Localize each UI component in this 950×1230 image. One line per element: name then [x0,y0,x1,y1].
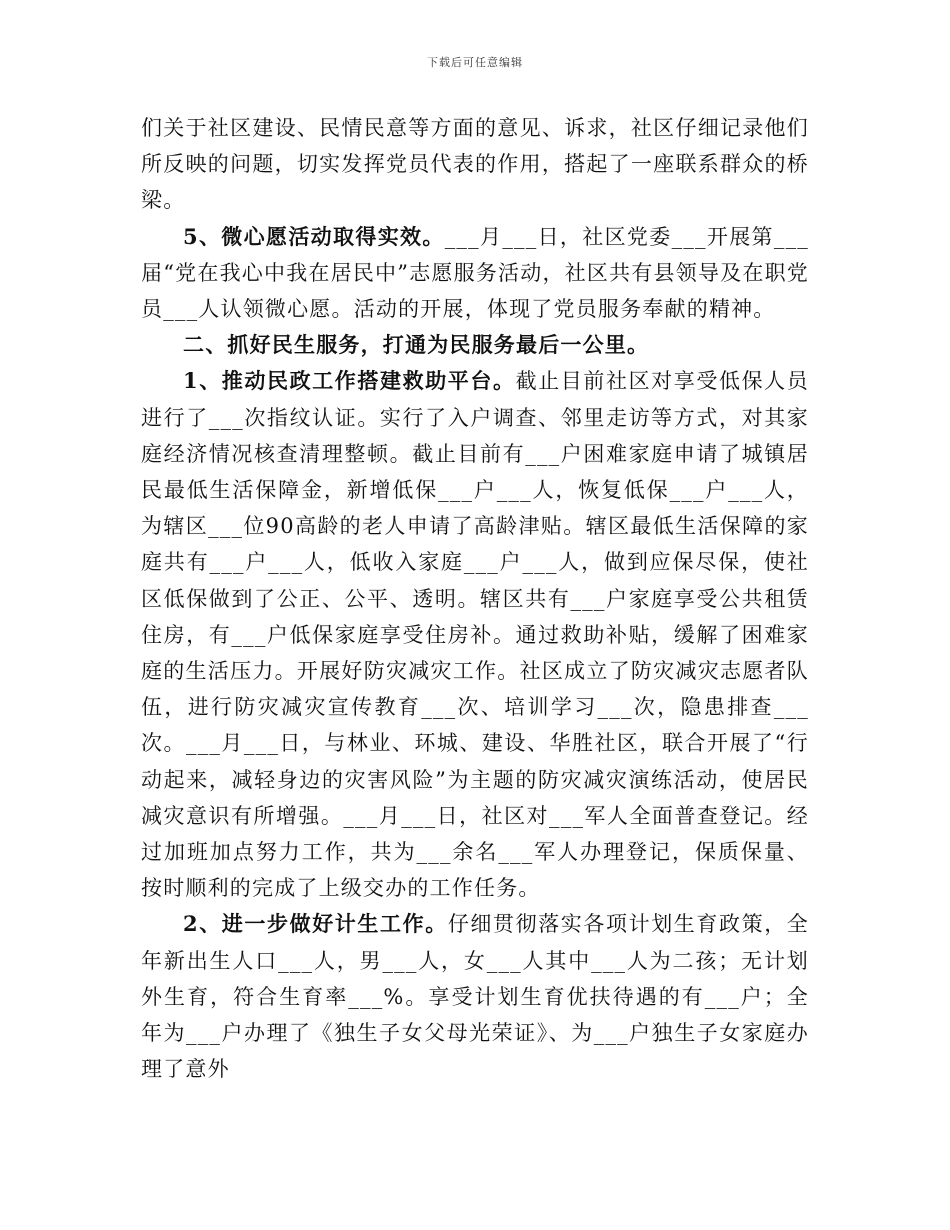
paragraph-text: 截止目前社区对享受低保人员进行了___次指纹认证。实行了入户调查、邻里走访等方式，对其家庭经济情况核查清理整顿。截止目前有___户困难家庭申请了城镇居民最低生活保障金，新增低保___户___人，恢复低保___户___人，为辖区___位90高龄的老人申请了高龄津贴。辖区最低生活保障的家庭共有___户___人，低收入家庭___户___人，做到应保尽保，使社区低保做到了公正、公平、透明。辖区共有___户家庭享受公共租赁住房，有___户低保家庭享受住房补。通过救助补贴，缓解了困难家庭的生活压力。开展好防灾减灾工作。社区成立了防灾减灾志愿者队伍，进行防灾减灾宣传教育___次、培训学习___次，隐患排查___次。___月___日，与林业、环城、建设、华胜社区，联合开展了“行动起来，减轻身边的灾害风险”为主题的防灾减灾演练活动，使居民减灾意识有所增强。___月___日，社区对___军人全面普查登记。经过加班加点努力工作，共为___余名___军人办理登记，保质保量、按时顺利的完成了上级交办的工作任务。 [141,369,809,901]
paragraph-continuation [141,110,809,219]
paragraph-civil-affairs [141,363,809,906]
paragraph-text: 们关于社区建设、民情民意等方面的意见、诉求，社区仔细记录他们所反映的问题，切实发挥党员代表的作用，搭起了一座联系群众的桥梁。 [141,116,809,213]
page-header: 下载后可任意编辑 [427,56,523,69]
section-heading-livelihood [141,327,809,363]
paragraph-heading: 5、微心愿活动取得实效。 [183,223,445,249]
paragraph-text: ___月___日，社区党委___开展第___届“党在我心中我在居民中”志愿服务活动，社区共有县领导及在职党员___人认领微心愿。活动的开展，体现了党员服务奉献的精神。 [141,224,809,322]
paragraph-text: 仔细贯彻落实各项计划生育政策，全年新出生人口___人，男___人，女___人其中___人为二孩；无计划外生育，符合生育率___%。享受计划生育优扶待遇的有___户；全年为___户办理了《独生子女父母光荣证》、为___户独生子女家庭办理了意外 [141,912,810,1082]
paragraph-family-planning [141,906,809,1087]
document-body [141,110,809,1087]
section-heading: 二、抓好民生服务，打通为民服务最后一公里。 [183,332,650,358]
paragraph-heading: 1、推动民政工作搭建救助平台。 [183,368,516,394]
paragraph-heading: 2、进一步做好计生工作。 [183,911,448,937]
paragraph-micro-wish [141,219,809,328]
